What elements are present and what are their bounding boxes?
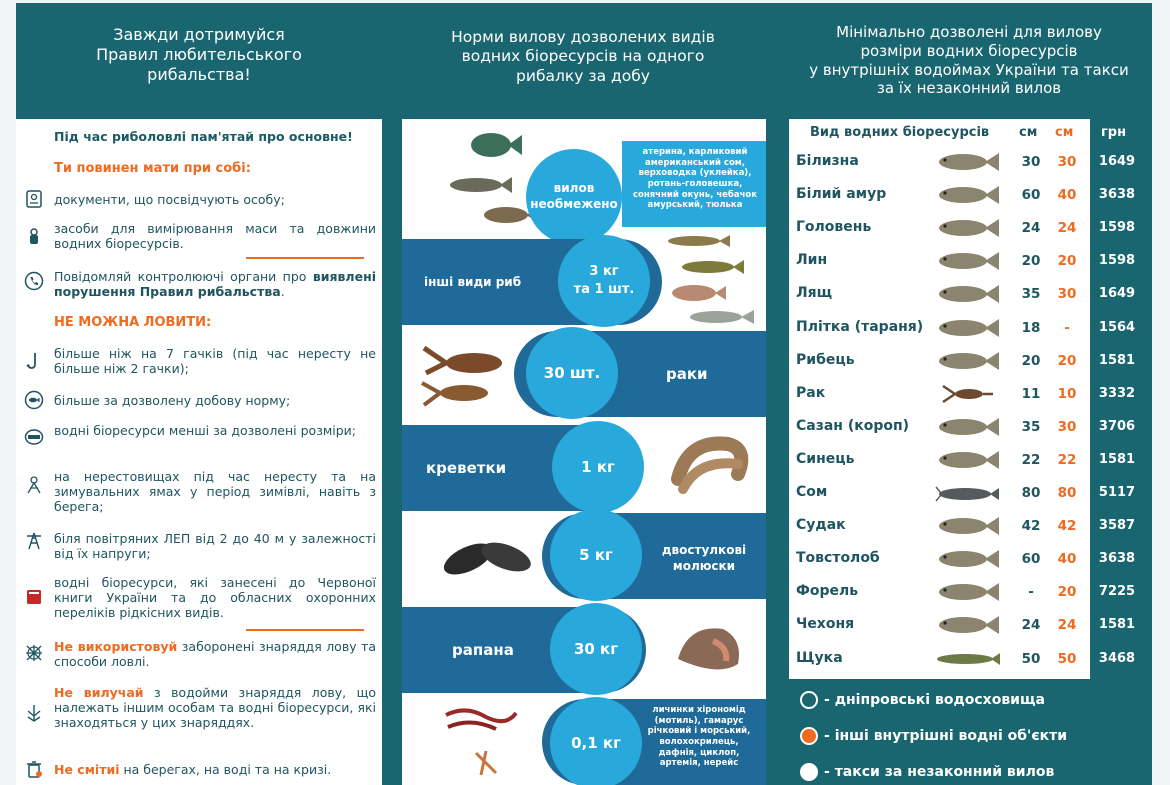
fish-icon bbox=[935, 578, 1001, 606]
net-icon bbox=[24, 643, 44, 663]
fine-uah: 1581 bbox=[1098, 451, 1136, 467]
rule-report-a: Повідомляй контролюючі органи про bbox=[54, 269, 313, 284]
min-size-dnipro: - bbox=[1028, 584, 1034, 601]
table-row bbox=[789, 312, 1144, 345]
min-size-other: 20 bbox=[1057, 584, 1077, 601]
table-row bbox=[789, 609, 1144, 642]
separator bbox=[246, 257, 364, 259]
fish-icon bbox=[935, 545, 1001, 573]
rules-intro: Під час риболовлі пам'ятай про основне! bbox=[54, 129, 353, 144]
table-row bbox=[789, 411, 1144, 444]
fish-species-image bbox=[654, 229, 764, 333]
legend-label: дніпровські водосховища bbox=[834, 692, 1045, 708]
catch-limits-panel bbox=[402, 119, 766, 785]
legend-item-dnipro: - дніпровські водосховища bbox=[800, 691, 1045, 709]
shrimp-image bbox=[658, 419, 758, 513]
species-name: Білизна bbox=[796, 153, 859, 169]
rule-power-lines: біля повітряних ЛЕП від 2 до 40 м у залежності від їх напруги; bbox=[54, 531, 376, 561]
rule-report-c: . bbox=[280, 284, 285, 299]
fine-uah: 1581 bbox=[1098, 352, 1136, 368]
fish-icon bbox=[935, 512, 1001, 540]
species-name: Сом bbox=[796, 484, 828, 500]
rule-red-book: водні біоресурси, які занесені до Червоної книги України та до обласних охоронних переліків рідкісних видів. bbox=[54, 575, 376, 620]
min-size-other: 40 bbox=[1057, 551, 1077, 568]
legend-label: інші внутрішні водні об'єкти bbox=[834, 728, 1068, 744]
fine-uah: 3332 bbox=[1098, 385, 1136, 401]
header-uah: грн bbox=[1101, 125, 1127, 140]
table-row bbox=[789, 345, 1144, 378]
species-name: Товстолоб bbox=[796, 550, 880, 567]
fine-uah: 3587 bbox=[1098, 518, 1136, 534]
unlimited-b: необмежено bbox=[530, 197, 618, 211]
table-row bbox=[789, 245, 1144, 278]
min-size-other: 50 bbox=[1057, 650, 1077, 667]
phone-icon bbox=[24, 271, 44, 291]
header-cm-other: см bbox=[1055, 125, 1074, 140]
larvae-bubble: 0,1 кг bbox=[550, 697, 642, 785]
rule-daily-norm: більше за дозволену добову норму; bbox=[54, 393, 291, 408]
table-row bbox=[789, 179, 1144, 212]
min-size-dnipro: 50 bbox=[1021, 650, 1041, 667]
legend-dot bbox=[800, 691, 818, 709]
fine-uah: 1564 bbox=[1098, 319, 1136, 335]
rule-gear bbox=[54, 639, 376, 669]
legend-dot bbox=[800, 727, 818, 745]
must-have-heading: Ти повинен мати при собі: bbox=[54, 161, 251, 176]
min-size-dnipro: 60 bbox=[1021, 187, 1041, 204]
size-table bbox=[789, 119, 1144, 679]
table-row bbox=[789, 212, 1144, 245]
document-icon bbox=[24, 189, 44, 209]
larvae-image bbox=[436, 703, 526, 785]
fine-uah: 1649 bbox=[1098, 154, 1136, 169]
table-row bbox=[789, 510, 1144, 543]
rule-litter-a: Не смітиі bbox=[54, 762, 120, 777]
min-size-dnipro: 42 bbox=[1021, 518, 1041, 535]
fish-icon bbox=[935, 413, 1001, 441]
fish-icon bbox=[935, 611, 1001, 639]
larvae-species-note: личинки хірономід (мотиль), гамарус річковий і морський, волохокрилець, дафнія, циклоп, артемія, нерейс bbox=[647, 705, 751, 769]
min-size-dnipro: 35 bbox=[1021, 418, 1041, 435]
poster bbox=[16, 3, 1152, 785]
rule-hooks: більше ніж на 7 гачків (під час нересту не більше ніж 2 гачки); bbox=[54, 346, 376, 376]
rapana-label: рапана bbox=[452, 641, 514, 659]
min-size-other: 20 bbox=[1057, 253, 1077, 270]
table-row bbox=[789, 477, 1144, 510]
min-size-other: 30 bbox=[1057, 418, 1077, 435]
col2-title: Норми вилову дозволених видів водних біоресурсів на одного рибалку за добу bbox=[451, 28, 715, 85]
min-size-dnipro: 30 bbox=[1021, 154, 1041, 170]
mussel-image bbox=[438, 529, 538, 593]
species-name: Рак bbox=[796, 384, 826, 401]
other-fish-b: та 1 шт. bbox=[573, 282, 635, 297]
min-size-dnipro: 20 bbox=[1021, 352, 1041, 369]
crayfish-icon bbox=[935, 380, 1001, 408]
species-name: Рибець bbox=[796, 351, 855, 368]
rule-spawning: на нерестовищах під час нересту та на зимувальних ямах у період зимівлі, навіть з берега; bbox=[54, 469, 376, 514]
rule-min-size: водні біоресурси менші за дозволені розміри; bbox=[54, 423, 357, 438]
scale-icon bbox=[24, 227, 44, 247]
species-name: Судак bbox=[796, 517, 846, 534]
fine-uah: 3706 bbox=[1098, 418, 1136, 434]
min-size-dnipro: 20 bbox=[1021, 253, 1041, 270]
rule-report-b: виявлені порушення Правил рибальства bbox=[54, 269, 376, 299]
min-size-other: 40 bbox=[1057, 187, 1077, 204]
min-size-other: 20 bbox=[1057, 352, 1077, 369]
shrimp-bubble: 1 кг bbox=[552, 421, 644, 513]
rule-others-gear bbox=[54, 685, 376, 730]
no-fish-icon bbox=[24, 390, 44, 410]
other-fish-a: 3 кг bbox=[589, 264, 619, 280]
rapana-bubble: 30 кг bbox=[550, 603, 642, 695]
min-size-other: 24 bbox=[1057, 220, 1077, 237]
ruler-icon bbox=[24, 427, 44, 447]
rule-gear-a: Не використовуй bbox=[54, 639, 178, 654]
header-cm-dnipro: см bbox=[1019, 125, 1038, 140]
fish-icon bbox=[935, 280, 1001, 308]
catfish-icon bbox=[935, 479, 1001, 507]
min-size-dnipro: 60 bbox=[1021, 551, 1041, 568]
fine-uah: 1598 bbox=[1098, 253, 1136, 269]
legend-item-other: - інші внутрішні водні об'єкти bbox=[800, 727, 1067, 745]
min-size-dnipro: 11 bbox=[1021, 385, 1041, 402]
rule-others-gear-b: з водойми знаряддя лову, що належать іншим особам та водні біоресурси, які знаходяться у цих знаряддях. bbox=[54, 685, 376, 730]
species-name: Форель bbox=[796, 583, 859, 600]
fish-icon bbox=[935, 347, 1001, 375]
trash-icon bbox=[24, 759, 44, 779]
table-row bbox=[789, 278, 1144, 311]
species-name: Синець bbox=[796, 450, 855, 467]
crayfish-image bbox=[414, 333, 524, 417]
pike-icon bbox=[935, 645, 1001, 673]
rule-report bbox=[54, 269, 376, 299]
fine-uah: 3638 bbox=[1098, 551, 1136, 567]
species-name: Білий амур bbox=[796, 186, 887, 203]
unlimited-species-note: атерина, карликовий американський сом, верховодка (уклейка), ротань-головешка, сонячний окунь, чебачок амурський, тюлька bbox=[632, 147, 758, 211]
rule-measuring: засоби для вимірювання маси та довжини водних біоресурсів. bbox=[54, 221, 376, 251]
min-size-other: 30 bbox=[1057, 286, 1077, 303]
species-name: Лящ bbox=[796, 285, 833, 302]
rule-documents: документи, що посвідчують особу; bbox=[54, 192, 285, 207]
unlimited-bubble bbox=[526, 149, 622, 245]
species-name: Головень bbox=[796, 219, 872, 236]
table-row bbox=[789, 378, 1144, 411]
min-size-dnipro: 80 bbox=[1021, 485, 1041, 501]
fine-uah: 3638 bbox=[1098, 187, 1136, 203]
mussel-label: двостулкові молюски bbox=[661, 543, 747, 573]
hook-icon bbox=[24, 351, 44, 371]
red-book-icon bbox=[24, 587, 44, 607]
fine-uah: 1598 bbox=[1098, 220, 1136, 236]
fish-icon bbox=[935, 214, 1001, 242]
power-line-icon bbox=[24, 531, 44, 551]
fish-icon bbox=[935, 181, 1001, 209]
fine-uah: 1581 bbox=[1098, 617, 1136, 633]
min-size-other: 42 bbox=[1057, 518, 1077, 535]
min-size-dnipro: 35 bbox=[1021, 286, 1041, 303]
fish-icon bbox=[935, 446, 1001, 474]
table-row bbox=[789, 543, 1144, 576]
table-row bbox=[789, 643, 1144, 676]
fine-uah: 5117 bbox=[1098, 485, 1136, 500]
rule-litter-b: на берегах, на воді та на кризі. bbox=[119, 762, 332, 777]
rules-panel bbox=[16, 119, 382, 785]
fine-uah: 3468 bbox=[1098, 650, 1136, 666]
crayfish-label: раки bbox=[666, 365, 708, 383]
min-size-other: 24 bbox=[1057, 617, 1077, 634]
fish-icon bbox=[935, 314, 1001, 342]
fine-uah: 7225 bbox=[1098, 584, 1136, 600]
legend-label: такси за незаконний вилов bbox=[834, 764, 1055, 780]
species-name: Щука bbox=[796, 649, 843, 666]
min-size-dnipro: 24 bbox=[1021, 220, 1041, 237]
mussel-bubble: 5 кг bbox=[550, 509, 642, 601]
forbidden-heading: НЕ МОЖНА ЛОВИТИ: bbox=[54, 315, 212, 330]
fine-uah: 1649 bbox=[1098, 286, 1136, 302]
min-size-other: 30 bbox=[1057, 154, 1077, 170]
species-name: Сазан (короп) bbox=[796, 417, 910, 434]
species-name: Плітка (тараня) bbox=[796, 318, 924, 335]
trap-icon bbox=[24, 703, 44, 723]
min-size-dnipro: 24 bbox=[1021, 617, 1041, 634]
col3-title: Мінімально дозволені для вилову розміри водних біоресурсів у внутрішніх водоймах України та такси за їх незаконний вилов bbox=[809, 23, 1129, 98]
other-fish-bubble bbox=[558, 235, 650, 327]
min-size-other: - bbox=[1064, 319, 1070, 336]
rule-others-gear-a: Не вилучай bbox=[54, 685, 144, 700]
crayfish-bubble: 30 шт. bbox=[526, 327, 618, 419]
legend-dot bbox=[800, 763, 818, 781]
fish-icon bbox=[935, 148, 1001, 176]
min-size-dnipro: 22 bbox=[1021, 451, 1041, 468]
table-row bbox=[789, 576, 1144, 609]
min-size-dnipro: 18 bbox=[1021, 319, 1041, 336]
legend-item-fines: - такси за незаконний вилов bbox=[800, 763, 1054, 781]
rule-litter bbox=[54, 762, 376, 777]
col1-title: Завжди дотримуйся Правил любительського рибальства! bbox=[96, 25, 302, 84]
rapana-image bbox=[668, 619, 748, 683]
other-fish-label: інші види риб bbox=[424, 275, 522, 289]
min-size-other: 22 bbox=[1057, 451, 1077, 468]
species-name: Чехоня bbox=[796, 616, 855, 633]
shrimp-label: креветки bbox=[426, 459, 507, 477]
rule-gear-b: заборонені знаряддя лову та способи ловлі. bbox=[54, 639, 377, 669]
unlimited-a: вилов bbox=[553, 181, 595, 196]
species-name: Лин bbox=[796, 252, 828, 269]
table-row bbox=[789, 146, 1144, 179]
header-species: Вид водних біоресурсів bbox=[810, 125, 990, 140]
spawn-icon bbox=[24, 475, 44, 495]
separator bbox=[246, 629, 364, 631]
table-row bbox=[789, 444, 1144, 477]
min-size-other: 80 bbox=[1057, 485, 1077, 501]
min-size-other: 10 bbox=[1057, 385, 1077, 402]
fish-icon bbox=[935, 247, 1001, 275]
